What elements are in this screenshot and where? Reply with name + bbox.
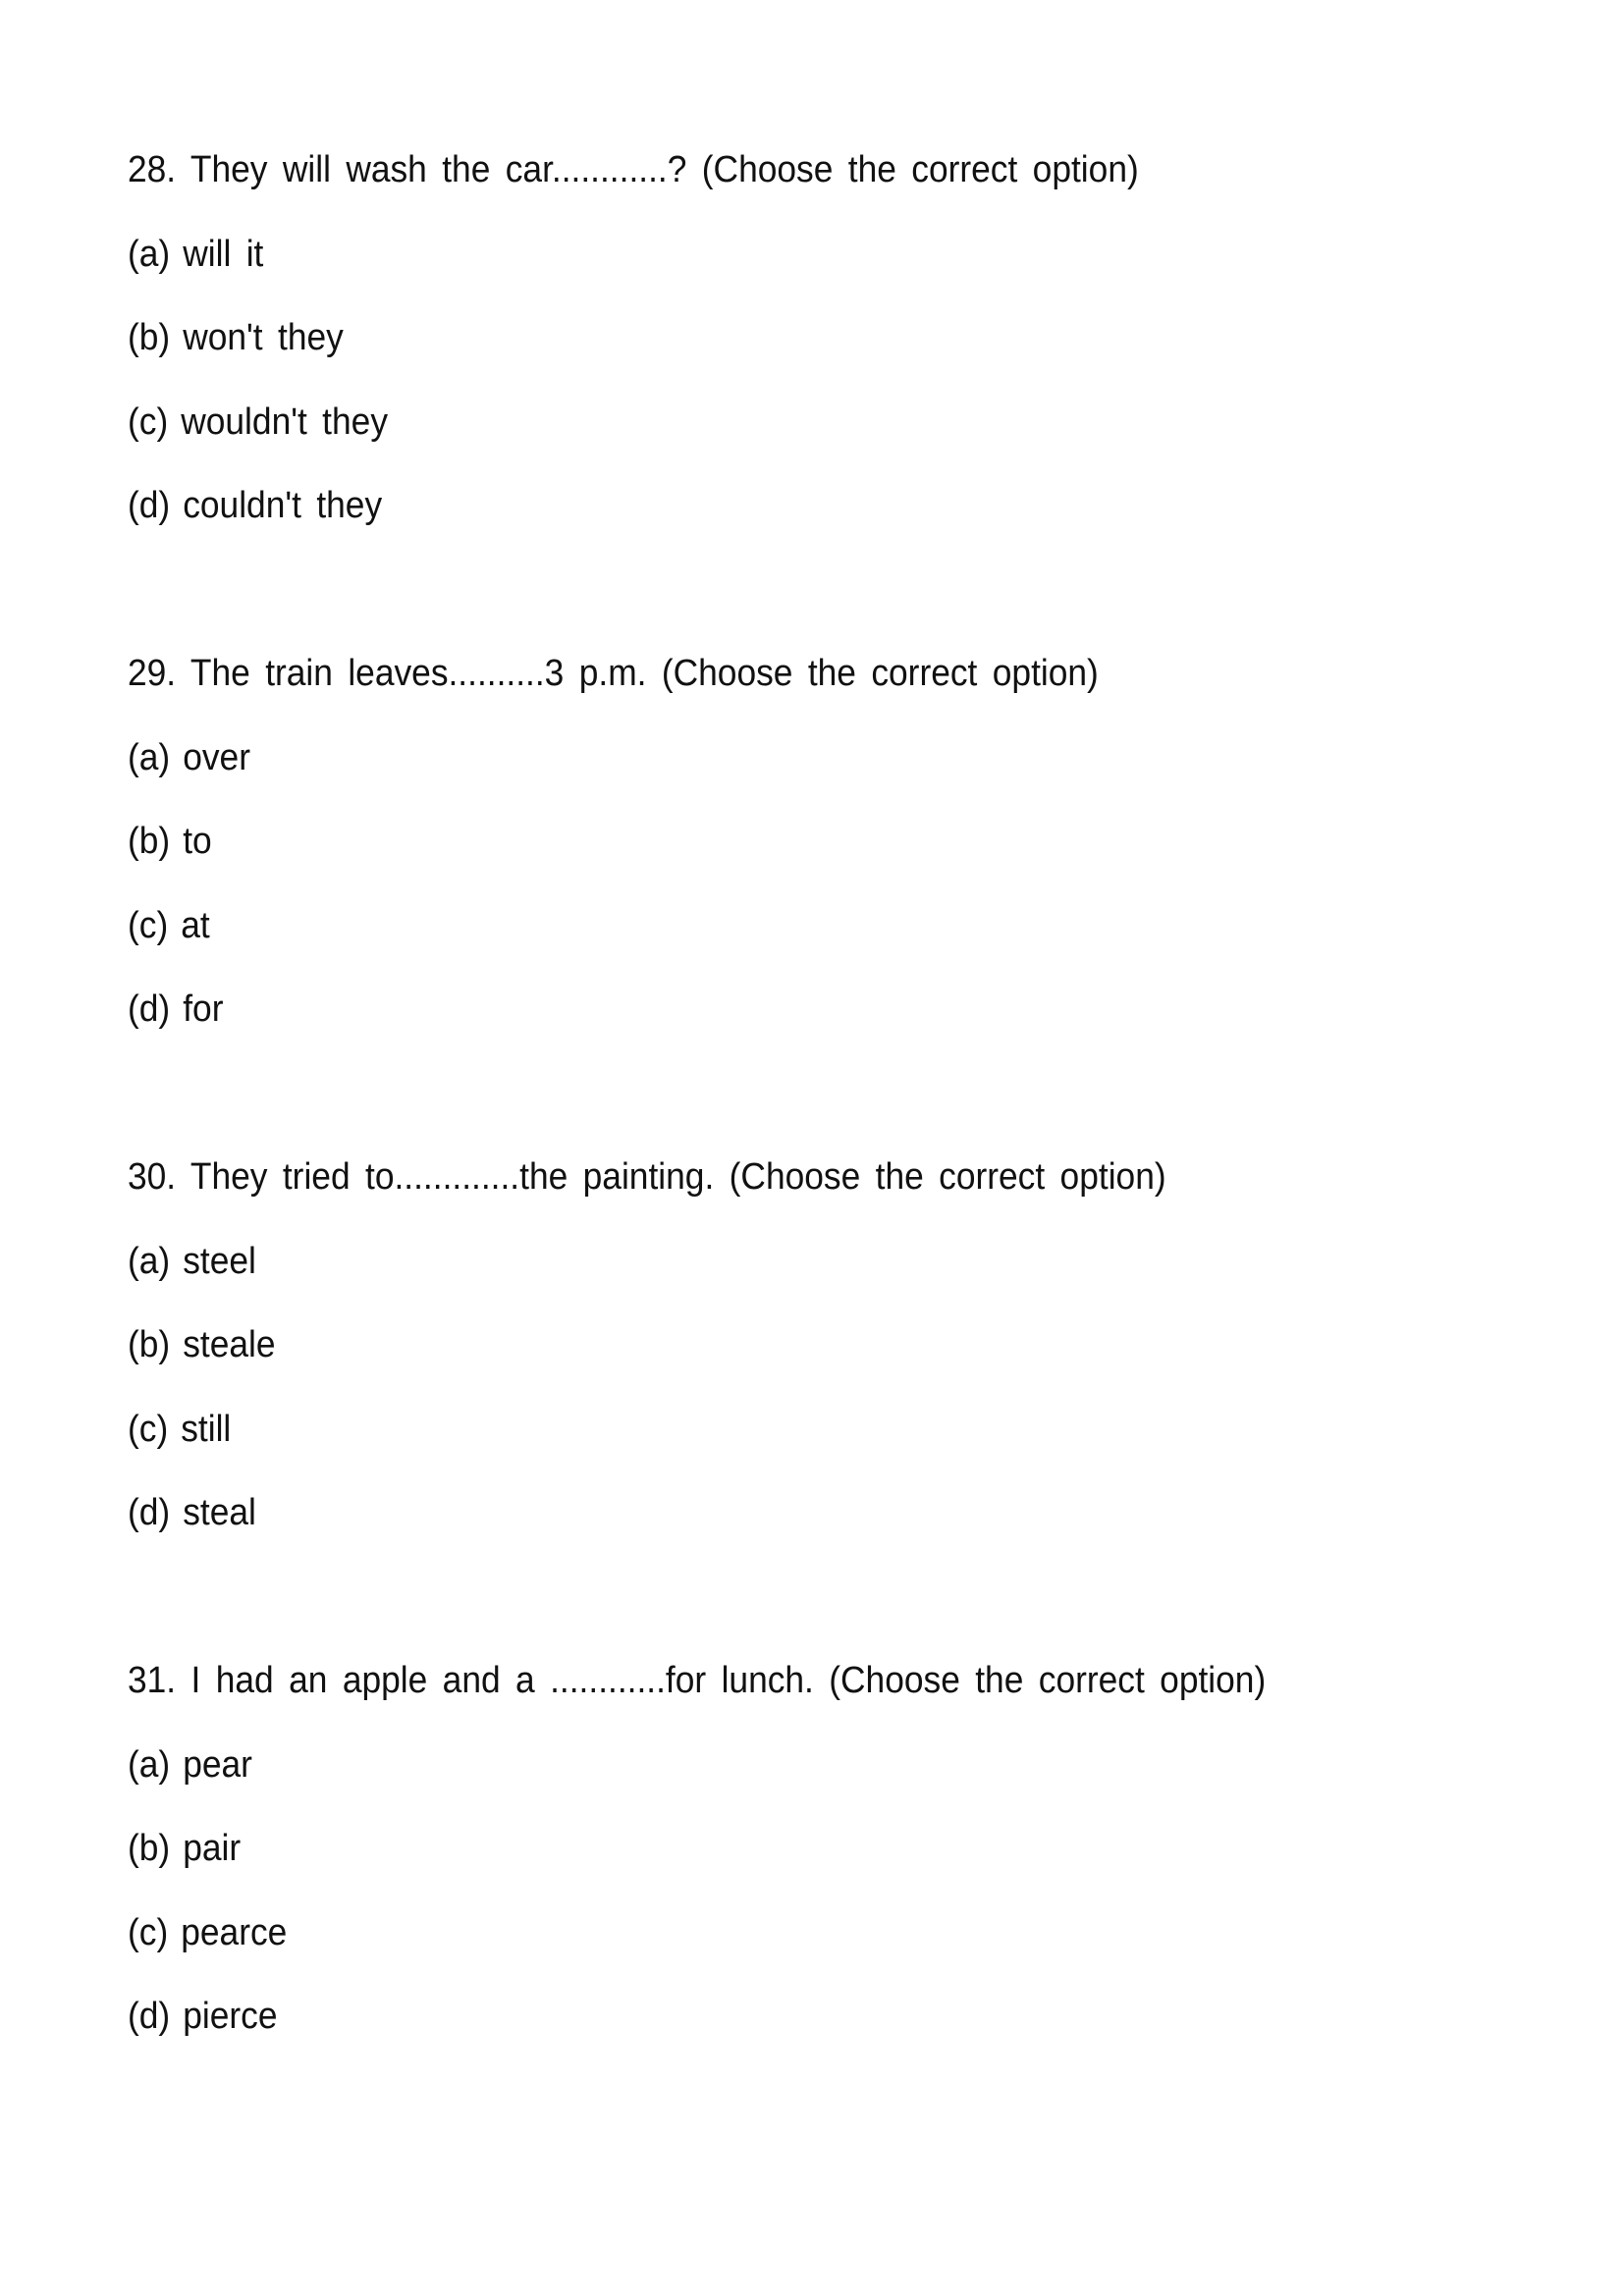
option-b — [128, 800, 1099, 884]
option-text: steel — [183, 1240, 256, 1282]
option-c — [128, 1388, 1166, 1472]
option-d — [128, 968, 1099, 1052]
option-d — [128, 1975, 1266, 2059]
option-text: will it — [183, 233, 264, 275]
option-c — [128, 381, 1139, 465]
option-label: (a) — [128, 736, 171, 778]
option-label: (c) — [128, 400, 169, 443]
option-text: won't they — [183, 317, 344, 358]
option-label: (b) — [128, 1828, 171, 1869]
question-stem — [128, 632, 1099, 717]
option-label: (a) — [128, 233, 171, 275]
option-text: for — [183, 988, 224, 1030]
option-label: (d) — [128, 1996, 171, 2037]
question-31 — [128, 1639, 1351, 2059]
option-d — [128, 464, 1139, 549]
option-c — [128, 1892, 1266, 1976]
option-text: pearce — [181, 1911, 288, 1953]
option-text: pear — [183, 1743, 252, 1786]
question-number: 31. — [128, 1660, 177, 1701]
question-28 — [128, 129, 1215, 549]
question-30 — [128, 1136, 1244, 1556]
option-text: pierce — [183, 1996, 278, 2037]
option-text: pair — [183, 1828, 242, 1869]
option-label: (d) — [128, 1492, 171, 1533]
option-a — [128, 1220, 1166, 1305]
option-text: steal — [183, 1492, 256, 1533]
option-label: (b) — [128, 821, 171, 862]
option-a — [128, 1724, 1266, 1808]
option-b — [128, 296, 1139, 381]
question-text: I had an apple and a ............for lunch. (Choose the correct option) — [190, 1660, 1267, 1701]
question-29 — [128, 632, 1171, 1052]
question-number: 28. — [128, 149, 177, 190]
question-number: 29. — [128, 653, 177, 694]
option-label: (c) — [128, 904, 169, 946]
option-text: wouldn't they — [181, 400, 388, 443]
question-number: 30. — [128, 1156, 177, 1198]
option-label: (c) — [128, 1911, 169, 1953]
question-text: The train leaves..........3 p.m. (Choose the correct option) — [189, 653, 1099, 694]
option-a — [128, 717, 1099, 801]
option-text: still — [181, 1408, 232, 1450]
option-text: at — [181, 904, 210, 946]
option-b — [128, 1304, 1166, 1388]
option-d — [128, 1471, 1166, 1556]
option-text: steale — [183, 1324, 276, 1365]
option-label: (d) — [128, 485, 171, 526]
option-text: to — [183, 821, 212, 862]
option-text: over — [183, 736, 250, 778]
option-label: (a) — [128, 1240, 171, 1282]
option-label: (c) — [128, 1408, 169, 1450]
option-label: (b) — [128, 1324, 171, 1365]
option-c — [128, 884, 1099, 969]
question-text: They will wash the car............? (Choose the correct option) — [189, 149, 1139, 190]
question-stem — [128, 129, 1139, 213]
option-text: couldn't they — [183, 485, 383, 526]
option-label: (b) — [128, 317, 171, 358]
option-b — [128, 1807, 1266, 1892]
option-a — [128, 213, 1139, 297]
question-text: They tried to.............the painting. (Choose the correct option) — [189, 1156, 1166, 1198]
question-stem — [128, 1136, 1166, 1220]
question-stem — [128, 1639, 1266, 1724]
option-label: (d) — [128, 988, 171, 1030]
option-label: (a) — [128, 1743, 171, 1786]
